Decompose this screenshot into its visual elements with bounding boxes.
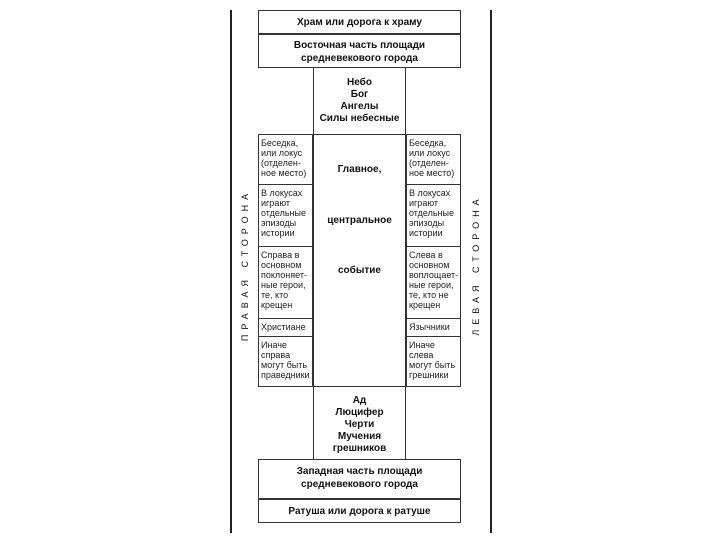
right-cell-gazebo: Беседка, или локус (отделен- ное место) <box>261 138 307 179</box>
central-event-line2: центральное <box>327 215 392 226</box>
right-cell-episodes: В локусах играют отдельные эпизоды истории <box>261 188 306 239</box>
hell-box <box>313 387 406 459</box>
hell-devils: Черти <box>344 419 375 430</box>
right-side-vertical-label: ПРАВАЯ СТОРОНА <box>240 188 250 342</box>
right-cell-divider-4 <box>258 336 313 337</box>
right-cell-christians: Христиане <box>261 322 306 332</box>
central-event-line1: Главное, <box>337 164 382 175</box>
left-cell-gazebo: Беседка, или локус (отделен- ное место) <box>409 138 455 179</box>
right-cell-divider-3 <box>258 318 313 319</box>
east-square-line2: средневекового города <box>301 53 418 64</box>
left-cell-divider-1 <box>406 184 461 185</box>
heaven-angels: Ангелы <box>340 101 379 112</box>
right-cell-righteous: Иначе справа могут быть праведники <box>261 340 310 381</box>
temple-label: Храм или дорога к храму <box>297 17 422 28</box>
hell-hell: Ад <box>352 395 367 406</box>
west-square-line1: Западная часть площади <box>296 466 423 477</box>
temple-box <box>258 10 461 34</box>
right-cell-divider-2 <box>258 246 313 247</box>
right-cell-divider-1 <box>258 184 313 185</box>
left-cell-divider-2 <box>406 246 461 247</box>
left-cell-divider-3 <box>406 318 461 319</box>
right-cell-baptized: Справа в основном поклоняет- ные герои, те, кто крещен <box>261 250 307 311</box>
central-event-box <box>313 134 406 387</box>
left-cell-unbaptized: Слева в основном воплощает- ные герои, те, кто не крещен <box>409 250 459 311</box>
town-hall-label: Ратуша или дорога к ратуше <box>288 506 431 517</box>
left-cell-episodes: В локусах играют отдельные эпизоды истории <box>409 188 454 239</box>
heaven-powers: Силы небесные <box>319 113 400 124</box>
west-square-box <box>258 459 461 499</box>
left-cell-pagans: Язычники <box>409 322 450 332</box>
hell-lucifer: Люцифер <box>335 407 384 418</box>
left-side-vertical-label: ЛЕВАЯ СТОРОНА <box>471 194 481 336</box>
left-cell-divider-4 <box>406 336 461 337</box>
heaven-sky: Небо <box>347 77 372 88</box>
east-square-line1: Восточная часть площади <box>293 40 426 51</box>
central-event-line3: событие <box>338 265 381 276</box>
hell-torments: Мучения <box>337 431 382 442</box>
left-cell-sinners: Иначе слева могут быть грешники <box>409 340 456 381</box>
town-hall-box <box>258 499 461 523</box>
east-square-box <box>258 34 461 68</box>
heaven-god: Бог <box>350 89 369 100</box>
hell-sinners: грешников <box>332 443 387 454</box>
heaven-box <box>313 68 406 134</box>
west-square-line2: средневекового города <box>301 479 418 490</box>
